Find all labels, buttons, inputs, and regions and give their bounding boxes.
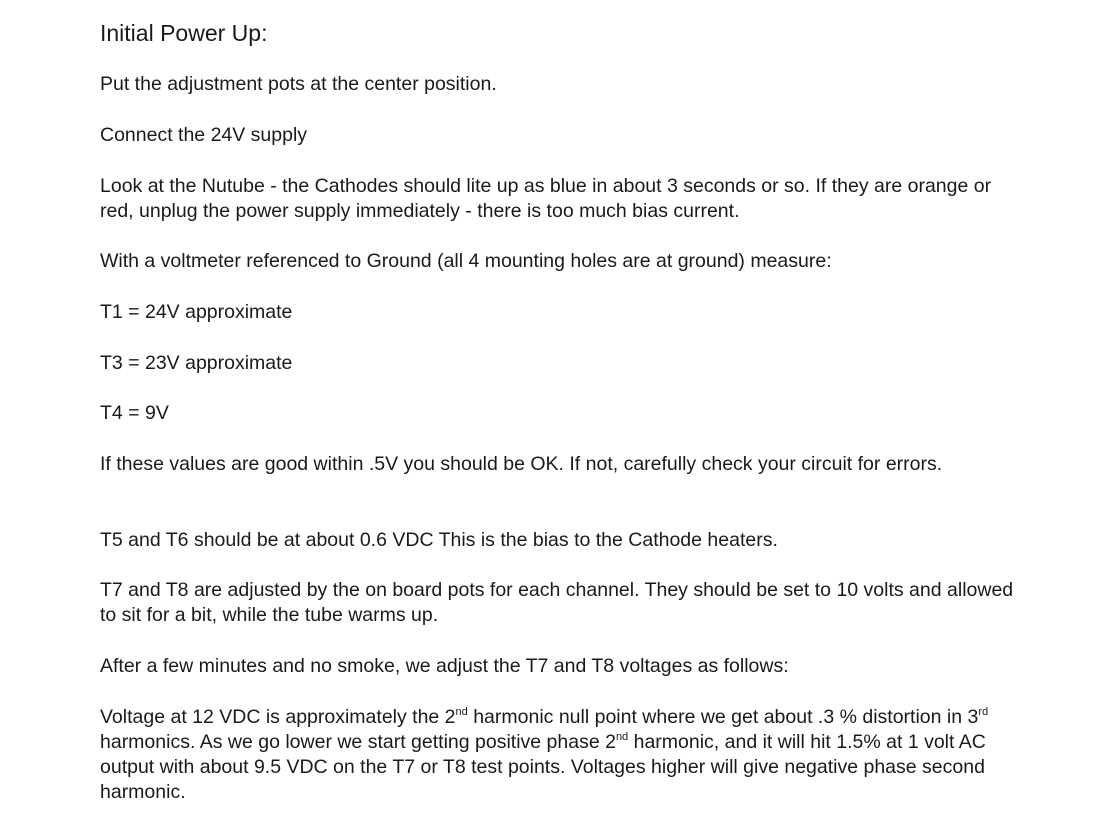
paragraph-harmonics [100, 705, 1030, 805]
section-title: Initial Power Up: [100, 20, 268, 46]
paragraph-center-pots: Put the adjustment pots at the center position. [100, 73, 497, 95]
paragraph-after-warmup: After a few minutes and no smoke, we adjust the T7 and T8 voltages as follows: [100, 655, 789, 677]
harmonics-text-2: harmonic null point where we get about .3 % distortion in 3 [467, 706, 979, 728]
measurement-t3: T3 = 23V approximate [100, 352, 293, 374]
measurement-t1: T1 = 24V approximate [100, 301, 293, 323]
measurement-t4: T4 = 9V [100, 402, 169, 424]
harmonics-text-1: Voltage at 12 VDC is approximately the 2 [100, 706, 456, 728]
harmonics-text-4: harmonic, and it will hit 1.5% at 1 volt AC output with about 9.5 VDC on the T7 or T8 test points. Voltages higher will give negative phase second harmonic. [100, 731, 986, 803]
paragraph-connect-supply: Connect the 24V supply [100, 124, 308, 146]
superscript-nd-2: nd [615, 731, 629, 743]
paragraph-t7-t8-adjust: T7 and T8 are adjusted by the on board pots for each channel. They should be set to 10 volts and allowed to sit for a bit, while the tube warms up. [100, 579, 1014, 626]
paragraph-t5-t6-bias: T5 and T6 should be at about 0.6 VDC This is the bias to the Cathode heaters. [100, 529, 778, 551]
superscript-rd: rd [978, 706, 989, 718]
superscript-nd-1: nd [455, 706, 468, 718]
paragraph-voltmeter: With a voltmeter referenced to Ground (all 4 mounting holes are at ground) measure: [100, 250, 832, 272]
paragraph-tolerance: If these values are good within .5V you should be OK. If not, carefully check your circuit for errors. [100, 453, 943, 475]
harmonics-text-3: harmonics. As we go lower we start getting positive phase 2 [100, 731, 616, 753]
paragraph-nutube-check: Look at the Nutube - the Cathodes should lite up as blue in about 3 seconds or so. If they are orange or red, unplug the power supply immediately - there is too much bias current. [100, 175, 992, 222]
